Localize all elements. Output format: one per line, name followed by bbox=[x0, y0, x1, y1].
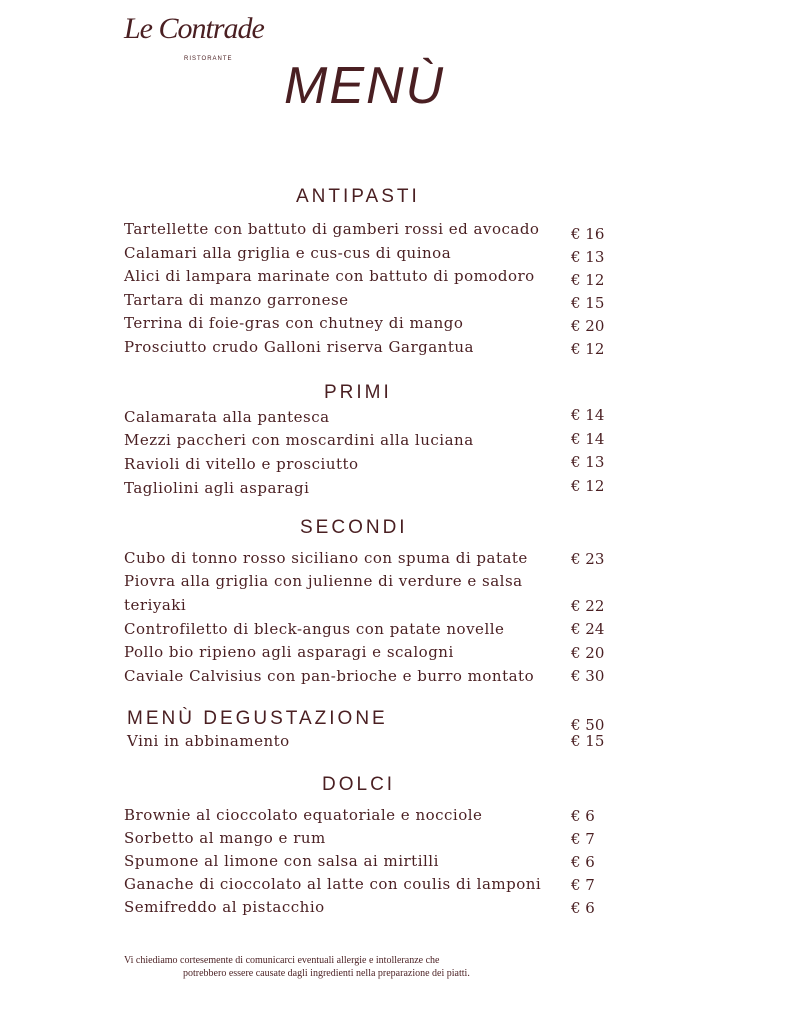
section-title-primi: PRIMI bbox=[324, 382, 392, 403]
section-title-antipasti: ANTIPASTI bbox=[296, 186, 420, 207]
menu-item-price: € 6 bbox=[571, 899, 595, 917]
menu-item-price: € 16 bbox=[571, 225, 605, 243]
menu-item-price: € 20 bbox=[571, 317, 605, 335]
menu-item: Sorbetto al mango e rum bbox=[124, 829, 326, 847]
menu-item-price: € 23 bbox=[571, 550, 605, 568]
wine-pairing: Vini in abbinamento bbox=[127, 732, 290, 750]
menu-item-price: € 22 bbox=[571, 597, 605, 615]
menu-item: Piovra alla griglia con julienne di verdure e salsa bbox=[124, 572, 523, 590]
menu-item-price: € 13 bbox=[571, 248, 605, 266]
menu-item-price: € 12 bbox=[571, 340, 605, 358]
degustazione-price: € 50 bbox=[571, 716, 605, 734]
menu-item: Semifreddo al pistacchio bbox=[124, 898, 325, 916]
menu-item: Calamarata alla pantesca bbox=[124, 408, 330, 426]
menu-item-price: € 6 bbox=[571, 807, 595, 825]
menu-item: Ganache di cioccolato al latte con coulis di lamponi bbox=[124, 875, 542, 893]
menu-item: Tartellette con battuto di gamberi rossi ed avocado bbox=[124, 220, 540, 238]
logo-wordmark: Le Contrade bbox=[124, 12, 264, 45]
menu-item: Prosciutto crudo Galloni riserva Gargantua bbox=[124, 338, 474, 356]
menu-item-price: € 7 bbox=[571, 830, 595, 848]
allergy-note-line1: Vi chiediamo cortesemente di comunicarci eventuali allergie e intolleranze che bbox=[124, 955, 440, 966]
menu-item: Terrina di foie-gras con chutney di mango bbox=[124, 314, 464, 332]
wine-pairing-price: € 15 bbox=[571, 732, 605, 750]
section-title-dolci: DOLCI bbox=[322, 774, 396, 795]
section-title-degustazione: MENÙ DEGUSTAZIONE bbox=[127, 708, 388, 729]
menu-item-price: € 14 bbox=[571, 406, 605, 424]
menu-item: Controfiletto di bleck-angus con patate novelle bbox=[124, 620, 505, 638]
logo-subtitle: RISTORANTE bbox=[184, 56, 233, 62]
menu-item: Ravioli di vitello e prosciutto bbox=[124, 455, 359, 473]
menu-item-price: € 12 bbox=[571, 477, 605, 495]
menu-item-price: € 20 bbox=[571, 644, 605, 662]
menu-item-price: € 30 bbox=[571, 667, 605, 685]
menu-item: Spumone al limone con salsa ai mirtilli bbox=[124, 852, 439, 870]
page-title: MENÙ bbox=[284, 57, 446, 115]
menu-item-price: € 13 bbox=[571, 453, 605, 471]
menu-item-price: € 24 bbox=[571, 620, 605, 638]
menu-item: Caviale Calvisius con pan-brioche e burro montato bbox=[124, 667, 535, 685]
menu-item-price: € 15 bbox=[571, 294, 605, 312]
menu-item: Mezzi paccheri con moscardini alla luciana bbox=[124, 431, 474, 449]
section-title-secondi: SECONDI bbox=[300, 517, 408, 538]
menu-item: Brownie al cioccolato equatoriale e nocciole bbox=[124, 806, 483, 824]
menu-item: Cubo di tonno rosso siciliano con spuma di patate bbox=[124, 549, 528, 567]
menu-item-continuation: teriyaki bbox=[124, 596, 187, 614]
menu-item: Pollo bio ripieno agli asparagi e scalogni bbox=[124, 643, 454, 661]
menu-item: Tagliolini agli asparagi bbox=[124, 479, 310, 497]
menu-item: Tartara di manzo garronese bbox=[124, 291, 349, 309]
restaurant-logo bbox=[124, 12, 264, 68]
menu-item: Calamari alla griglia e cus-cus di quinoa bbox=[124, 244, 452, 262]
allergy-note-line2: potrebbero essere causate dagli ingredienti nella preparazione dei piatti. bbox=[183, 968, 470, 979]
menu-item-price: € 12 bbox=[571, 271, 605, 289]
menu-item-price: € 6 bbox=[571, 853, 595, 871]
menu-item-price: € 7 bbox=[571, 876, 595, 894]
menu-item: Alici di lampara marinate con battuto di pomodoro bbox=[124, 267, 535, 285]
menu-item-price: € 14 bbox=[571, 430, 605, 448]
